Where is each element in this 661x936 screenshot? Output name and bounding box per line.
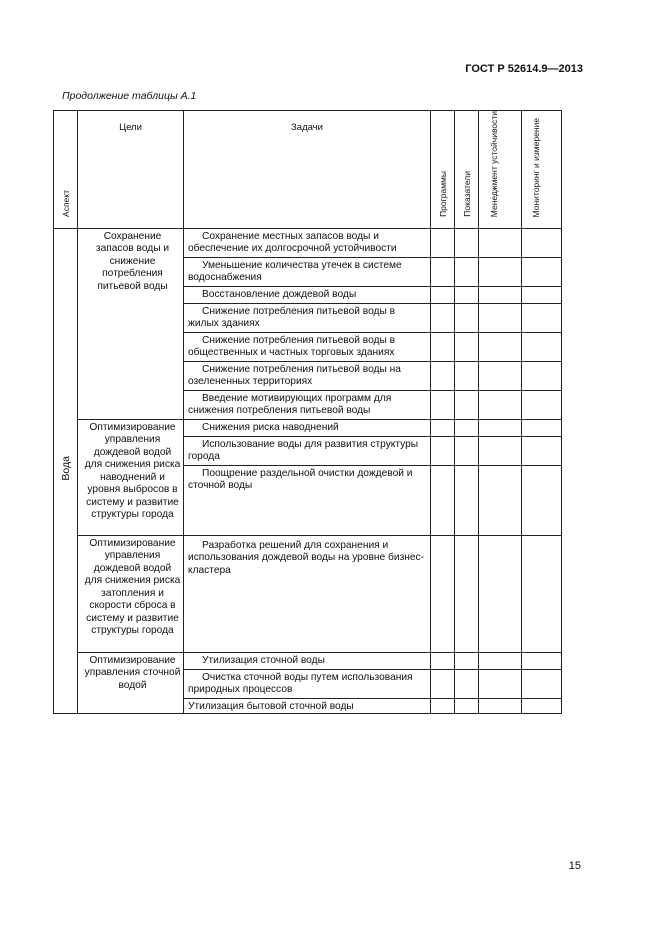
requirements-table (53, 110, 562, 714)
task-cell: Введение мотивирующих программ для снижения потребления питьевой воды (184, 390, 431, 419)
header-goals: Цели (78, 111, 184, 229)
goal-cell: Сохранение запасов воды и снижение потребления питьевой воды (78, 228, 184, 419)
task-cell: Очистка сточной воды путем использования природных процессов (184, 669, 431, 698)
table-row (54, 419, 562, 436)
task-cell: Снижение потребления питьевой воды в общественных и частных торговых зданиях (184, 332, 431, 361)
task-cell: Снижение потребления питьевой воды в жилых зданиях (184, 303, 431, 332)
header-indicators: Показатели (455, 111, 479, 229)
header-monitoring: Мониторинг и измерение (522, 111, 562, 229)
task-cell: Снижение потребления питьевой воды на озелененных территориях (184, 361, 431, 390)
table-row (54, 228, 562, 257)
task-cell: Уменьшение количества утечек в системе водоснабжения (184, 257, 431, 286)
document-code: ГОСТ Р 52614.9—2013 (465, 63, 583, 75)
table-header-row (54, 111, 562, 229)
task-cell: Использование воды для развития структуры города (184, 436, 431, 465)
task-cell: Восстановление дождевой воды (184, 286, 431, 303)
header-programs: Программы (431, 111, 455, 229)
goal-cell: Оптимизирование управления дождевой водой для снижения риска затопления и скорости сброса в систему и развитие структуры города (78, 535, 184, 652)
table-row (54, 652, 562, 669)
task-cell: Утилизация бытовой сточной воды (184, 698, 431, 714)
table-continuation-caption: Продолжение таблицы А.1 (62, 90, 197, 102)
task-cell: Утилизация сточной воды (184, 652, 431, 669)
task-cell: Сохранение местных запасов воды и обеспечение их долгосрочной устойчивости (184, 228, 431, 257)
header-tasks: Задачи (184, 111, 431, 229)
page-number: 15 (568, 860, 581, 872)
task-cell: Снижения риска наводнений (184, 419, 431, 436)
goal-cell: Оптимизирование управления сточной водой (78, 652, 184, 714)
aspect-cell: Вода (54, 228, 78, 714)
goal-cell: Оптимизирование управления дождевой водой для снижения риска наводнений и уровня выбросов в систему и развитие структуры города (78, 419, 184, 535)
header-management: Менеджмент устойчивости (479, 111, 522, 229)
table-row (54, 535, 562, 652)
header-aspect: Аспект (54, 111, 78, 229)
task-cell: Разработка решений для сохранения и использования дождевой воды на уровне бизнес-кластера (184, 535, 431, 652)
task-cell: Поощрение раздельной очистки дождевой и сточной воды (184, 465, 431, 535)
